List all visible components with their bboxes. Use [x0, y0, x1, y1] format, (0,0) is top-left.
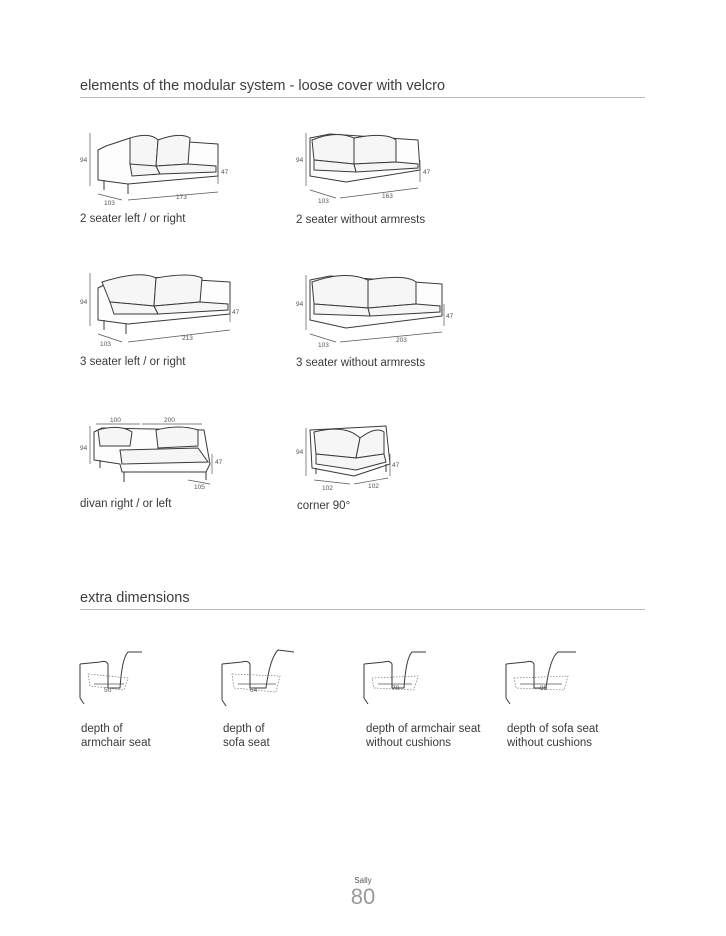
sofa-divan: [80, 414, 240, 494]
section-divider: [80, 609, 645, 610]
section-title-modular: elements of the modular system - loose cover with velcro: [80, 78, 446, 94]
svg-text:103: 103: [318, 198, 329, 205]
extra-caption-line2: without cushions: [366, 737, 452, 749]
extra-armchair-seat: [80, 648, 160, 708]
extra-sofa-no-cushions: [506, 648, 586, 708]
extra-caption-line2: armchair seat: [81, 737, 151, 749]
svg-text:103: 103: [318, 342, 329, 349]
caption-2-seater-arm: 2 seater left / or right: [80, 213, 186, 225]
section-divider: [80, 97, 645, 98]
svg-text:47: 47: [392, 462, 400, 469]
svg-text:213: 213: [182, 335, 193, 342]
extra-sofa-seat: [222, 648, 302, 708]
svg-text:94: 94: [296, 301, 304, 308]
svg-text:47: 47: [232, 309, 240, 316]
caption-corner: corner 90°: [297, 500, 351, 512]
svg-text:105: 105: [194, 484, 205, 491]
svg-text:102: 102: [322, 485, 333, 492]
extra-caption-line1: depth of sofa seat: [507, 723, 599, 735]
sofa-corner: [296, 414, 416, 494]
caption-divan: divan right / or left: [80, 498, 172, 510]
sofa-3-seater-no-arm-drawing: [296, 270, 471, 350]
svg-text:100: 100: [110, 417, 121, 424]
svg-text:47: 47: [423, 169, 431, 176]
extra-caption-armchair-no-cushions: [366, 722, 480, 750]
svg-text:94: 94: [80, 445, 88, 452]
sofa-2-seater-no-arm-drawing: [296, 128, 456, 208]
svg-text:64: 64: [250, 687, 258, 694]
svg-text:50: 50: [104, 687, 112, 694]
extra-caption-armchair-seat: [81, 722, 151, 750]
page-number: 80: [350, 884, 376, 909]
sofa-2-seater-no-arm: [296, 128, 456, 208]
sofa-3-seater-arm-drawing: [80, 268, 255, 348]
svg-text:94: 94: [296, 449, 304, 456]
svg-text:200: 200: [164, 417, 175, 424]
svg-text:203: 203: [396, 337, 407, 344]
extra-caption-sofa-seat: [223, 722, 270, 750]
svg-text:94: 94: [80, 299, 88, 306]
svg-text:163: 163: [382, 193, 393, 200]
svg-text:94: 94: [296, 157, 304, 164]
svg-text:47: 47: [446, 313, 454, 320]
extra-armchair-no-cushions: [364, 648, 444, 708]
sofa-3-seater-no-arm: [296, 270, 471, 350]
svg-text:103: 103: [100, 341, 111, 348]
extra-caption-line1: depth of: [223, 723, 265, 735]
extra-sofa-no-cushions-drawing: [506, 648, 586, 708]
sofa-3-seater-arm: [80, 268, 255, 348]
svg-text:70: 70: [392, 685, 400, 692]
sofa-2-seater-arm-drawing: [80, 128, 240, 208]
svg-text:103: 103: [104, 200, 115, 207]
caption-3-seater-arm: 3 seater left / or right: [80, 356, 186, 368]
svg-text:102: 102: [368, 483, 379, 490]
extra-armchair-no-cushions-drawing: [364, 648, 444, 708]
extra-caption-line2: sofa seat: [223, 737, 270, 749]
svg-text:173: 173: [176, 194, 187, 201]
svg-text:94: 94: [80, 157, 88, 164]
svg-text:85: 85: [540, 685, 548, 692]
extra-caption-line1: depth of armchair seat: [366, 723, 481, 735]
sofa-2-seater-arm: [80, 128, 240, 208]
caption-3-seater-no-arm: 3 seater without armrests: [296, 357, 426, 369]
svg-text:47: 47: [221, 169, 229, 176]
sofa-divan-drawing: [80, 414, 240, 494]
extra-caption-sofa-no-cushions: [507, 722, 598, 750]
caption-2-seater-no-arm: 2 seater without armrests: [296, 214, 426, 226]
extra-armchair-seat-drawing: [80, 648, 160, 708]
section-title-extra: extra dimensions: [80, 590, 190, 606]
svg-text:47: 47: [215, 459, 223, 466]
extra-caption-line2: without cushions: [507, 737, 593, 749]
footer-brand: Sally: [354, 876, 372, 885]
extra-sofa-seat-drawing: [222, 648, 302, 708]
extra-caption-line1: depth of: [81, 723, 123, 735]
sofa-corner-drawing: [296, 414, 416, 494]
